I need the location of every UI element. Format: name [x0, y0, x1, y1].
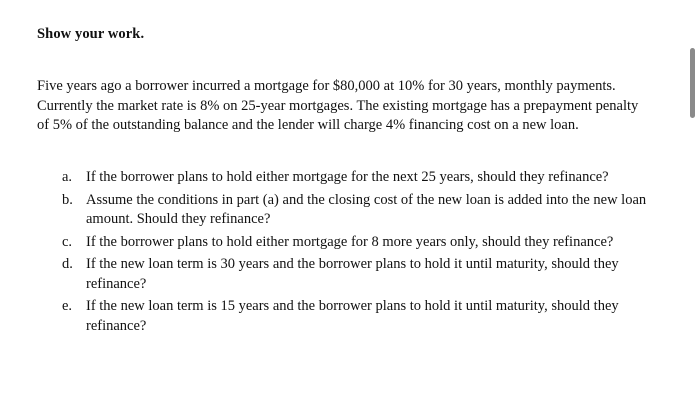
- question-item-a: [62, 168, 662, 188]
- question-item-e: [62, 297, 662, 336]
- question-text: If the borrower plans to hold either mortgage for 8 more years only, should they refinance?: [86, 233, 614, 250]
- page-heading: Show your work.: [37, 26, 145, 42]
- question-item-b: [62, 191, 662, 230]
- problem-statement: Five years ago a borrower incurred a mortgage for $80,000 at 10% for 30 years, monthly payments. Currently the market rate is 8% on 25-year mortgages. The existing mortgage has a prepayment penalty of 5% of the outstanding balance and the lender will charge 4% financing cost on a new loan.: [37, 78, 639, 133]
- question-marker: c.: [62, 233, 73, 250]
- question-text: If the borrower plans to hold either mortgage for the next 25 years, should they refinance?: [86, 169, 609, 185]
- question-item-c: [62, 233, 662, 253]
- scrollbar-thumb[interactable]: [690, 48, 695, 118]
- question-marker: b.: [62, 191, 73, 208]
- vertical-scrollbar[interactable]: [686, 0, 700, 406]
- question-list: [62, 168, 662, 339]
- question-marker: a.: [62, 169, 73, 185]
- question-text: Assume the conditions in part (a) and the closing cost of the new loan is added into the new loan amount. Should they refinance?: [86, 191, 647, 227]
- question-text: If the new loan term is 30 years and the borrower plans to hold it until maturity, should they refinance?: [86, 256, 619, 292]
- question-marker: d.: [62, 256, 73, 272]
- question-marker: e.: [62, 298, 73, 314]
- question-item-d: [62, 255, 662, 294]
- question-text: If the new loan term is 15 years and the borrower plans to hold it until maturity, should they refinance?: [86, 298, 619, 334]
